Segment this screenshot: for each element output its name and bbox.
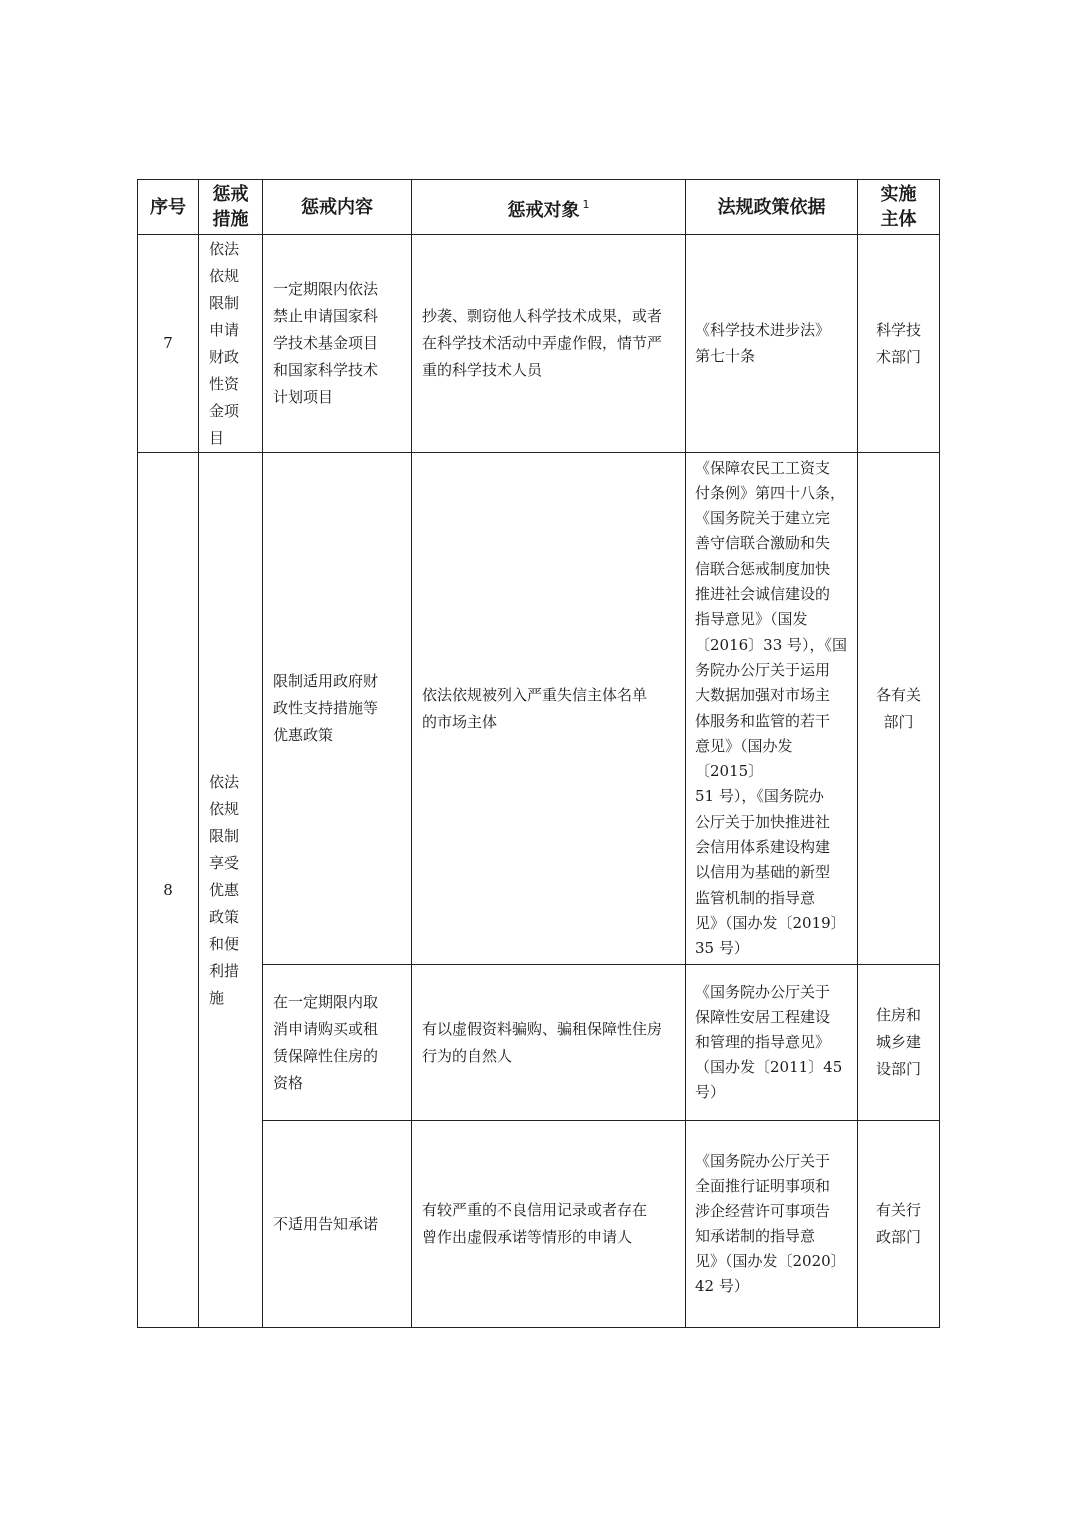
- header-measure-line: 措施: [212, 209, 249, 230]
- basis-line: 善守信联合激励和失: [695, 534, 831, 553]
- measure-line: 优惠: [209, 880, 240, 899]
- target-line: 行为的自然人: [422, 1046, 513, 1065]
- measure-line: 财政: [209, 347, 240, 366]
- row-content: [263, 235, 412, 453]
- subject-line: 政部门: [875, 1228, 921, 1246]
- row-basis: [686, 235, 858, 453]
- content-line: 禁止申请国家科: [273, 307, 379, 325]
- row-target: [412, 1121, 686, 1328]
- content-line: 计划项目: [273, 388, 334, 406]
- measure-line: 利措: [209, 961, 240, 980]
- header-measure-line: 惩戒: [212, 184, 249, 205]
- content-line: 资格: [273, 1073, 304, 1092]
- basis-line: 以信用为基础的新型: [695, 863, 831, 882]
- target-line: 依法依规被列入严重失信主体名单: [422, 685, 648, 704]
- basis-line: 保障性安居工程建设: [695, 1008, 831, 1026]
- row-subject: [858, 453, 940, 965]
- basis-line: 付条例》第四十八条，: [695, 483, 846, 502]
- table-row: [138, 453, 940, 965]
- measure-line: 限制: [209, 826, 240, 845]
- basis-line: 见》（国办发〔2019〕: [695, 913, 846, 932]
- subject-line: 术部门: [875, 347, 921, 366]
- measure-line: 申请: [209, 320, 240, 339]
- measure-line: 和便: [209, 934, 240, 953]
- target-line: 的市场主体: [422, 712, 498, 731]
- target-line: 在科学技术活动中弄虚作假，情节严: [422, 334, 663, 352]
- row-basis: [686, 965, 858, 1121]
- row-content: [263, 453, 412, 965]
- content-line: 政性支持措施等: [273, 699, 379, 717]
- row-subject: [858, 965, 940, 1121]
- basis-line: 《国务院办公厅关于: [695, 983, 831, 1001]
- row-target: [412, 453, 686, 965]
- basis-line: 体服务和监管的若干: [695, 711, 831, 730]
- footnote-marker: 1: [582, 197, 590, 211]
- basis-line: 《国务院办公厅关于: [695, 1152, 831, 1170]
- basis-line: 号）: [695, 1083, 726, 1101]
- header-target: [412, 180, 686, 235]
- measure-line: 依法: [209, 772, 240, 791]
- subject-line: 设部门: [875, 1060, 921, 1078]
- row-target: [412, 235, 686, 453]
- basis-line: 《保障农民工工资支: [695, 458, 831, 477]
- measure-line: 依法: [209, 239, 240, 258]
- subject-line: 部门: [883, 712, 914, 731]
- content-line: 一定期限内依法: [273, 280, 379, 298]
- measure-line: 施: [209, 988, 225, 1007]
- header-basis: 法规政策依据: [686, 180, 858, 235]
- measure-line: 金项: [209, 401, 240, 420]
- content-line: 不适用告知承诺: [273, 1214, 379, 1233]
- row-index: 7: [138, 235, 199, 453]
- row-measure: [199, 453, 263, 1328]
- basis-line: 大数据加强对市场主: [695, 686, 831, 705]
- header-target-label: 惩戒对象: [507, 199, 580, 221]
- row-target: [412, 965, 686, 1121]
- row-subject: [858, 1121, 940, 1328]
- basis-line: 〔2016〕33 号），《国: [695, 635, 848, 654]
- row-basis: [686, 1121, 858, 1328]
- basis-line: 《国务院关于建立完: [695, 509, 831, 528]
- content-line: 在一定期限内取: [273, 992, 379, 1011]
- basis-line: 公厅关于加快推进社: [695, 812, 831, 831]
- measure-line: 依规: [209, 266, 240, 285]
- basis-line: 涉企经营许可事项告: [695, 1202, 831, 1220]
- header-subject-line: 主体: [880, 209, 917, 230]
- table-row: [138, 235, 940, 453]
- row-index: 8: [138, 453, 199, 1328]
- header-measure: [199, 180, 263, 235]
- basis-line: 知承诺制的指导意: [695, 1227, 816, 1245]
- basis-line: 和管理的指导意见》: [695, 1033, 831, 1051]
- subject-line: 住房和: [875, 1006, 921, 1024]
- row-content: [263, 1121, 412, 1328]
- subject-line: 各有关: [875, 685, 921, 704]
- row-basis: [686, 453, 858, 965]
- measure-line: 享受: [209, 853, 240, 872]
- basis-line: 42 号）: [695, 1277, 749, 1295]
- content-line: 限制适用政府财: [273, 672, 379, 690]
- target-line: 有较严重的不良信用记录或者存在: [422, 1201, 648, 1219]
- subject-line: 科学技: [875, 320, 921, 339]
- basis-line: 监管机制的指导意: [695, 888, 816, 907]
- table-header-row: [138, 180, 940, 235]
- subject-line: 有关行: [875, 1201, 921, 1219]
- basis-line: 会信用体系建设构建: [695, 837, 831, 856]
- header-content: 惩戒内容: [263, 180, 412, 235]
- basis-line: 35 号）: [695, 939, 749, 958]
- basis-line: 信联合惩戒制度加快: [695, 559, 831, 578]
- basis-line: 见》（国办发〔2020〕: [695, 1252, 846, 1270]
- content-line: 消申请购买或租: [273, 1019, 379, 1038]
- target-line: 有以虚假资料骗购、骗租保障性住房: [422, 1019, 663, 1038]
- measure-line: 依规: [209, 799, 240, 818]
- target-line: 曾作出虚假承诺等情形的申请人: [422, 1228, 633, 1246]
- basis-line: 第七十条: [695, 346, 756, 365]
- content-line: 和国家科学技术: [273, 361, 379, 379]
- basis-line: 指导意见》（国发: [695, 610, 808, 629]
- measure-line: 限制: [209, 293, 240, 312]
- measure-line: 性资: [209, 374, 240, 393]
- basis-line: 务院办公厅关于运用: [695, 660, 831, 679]
- target-line: 重的科学技术人员: [422, 361, 543, 379]
- punishment-measures-table: [137, 179, 940, 1328]
- basis-line: 《科学技术进步法》: [695, 321, 831, 340]
- basis-line: 推进社会诚信建设的: [695, 585, 831, 604]
- row-subject: [858, 235, 940, 453]
- basis-line: 意见》（国办发〔2015〕: [695, 736, 793, 781]
- content-line: 学技术基金项目: [273, 334, 379, 352]
- basis-line: （国办发〔2011〕45: [695, 1058, 843, 1076]
- header-subject-line: 实施: [880, 184, 917, 205]
- row-content: [263, 965, 412, 1121]
- row-measure: [199, 235, 263, 453]
- header-index: 序号: [138, 180, 199, 235]
- basis-line: 51 号），《国务院办: [695, 787, 824, 806]
- measure-line: 政策: [209, 907, 240, 926]
- target-line: 抄袭、剽窃他人科学技术成果，或者: [422, 307, 663, 325]
- content-line: 优惠政策: [273, 726, 334, 744]
- measure-line: 目: [209, 428, 225, 447]
- content-line: 赁保障性住房的: [273, 1046, 379, 1065]
- subject-line: 城乡建: [875, 1033, 921, 1051]
- basis-line: 全面推行证明事项和: [695, 1177, 831, 1195]
- header-subject: [858, 180, 940, 235]
